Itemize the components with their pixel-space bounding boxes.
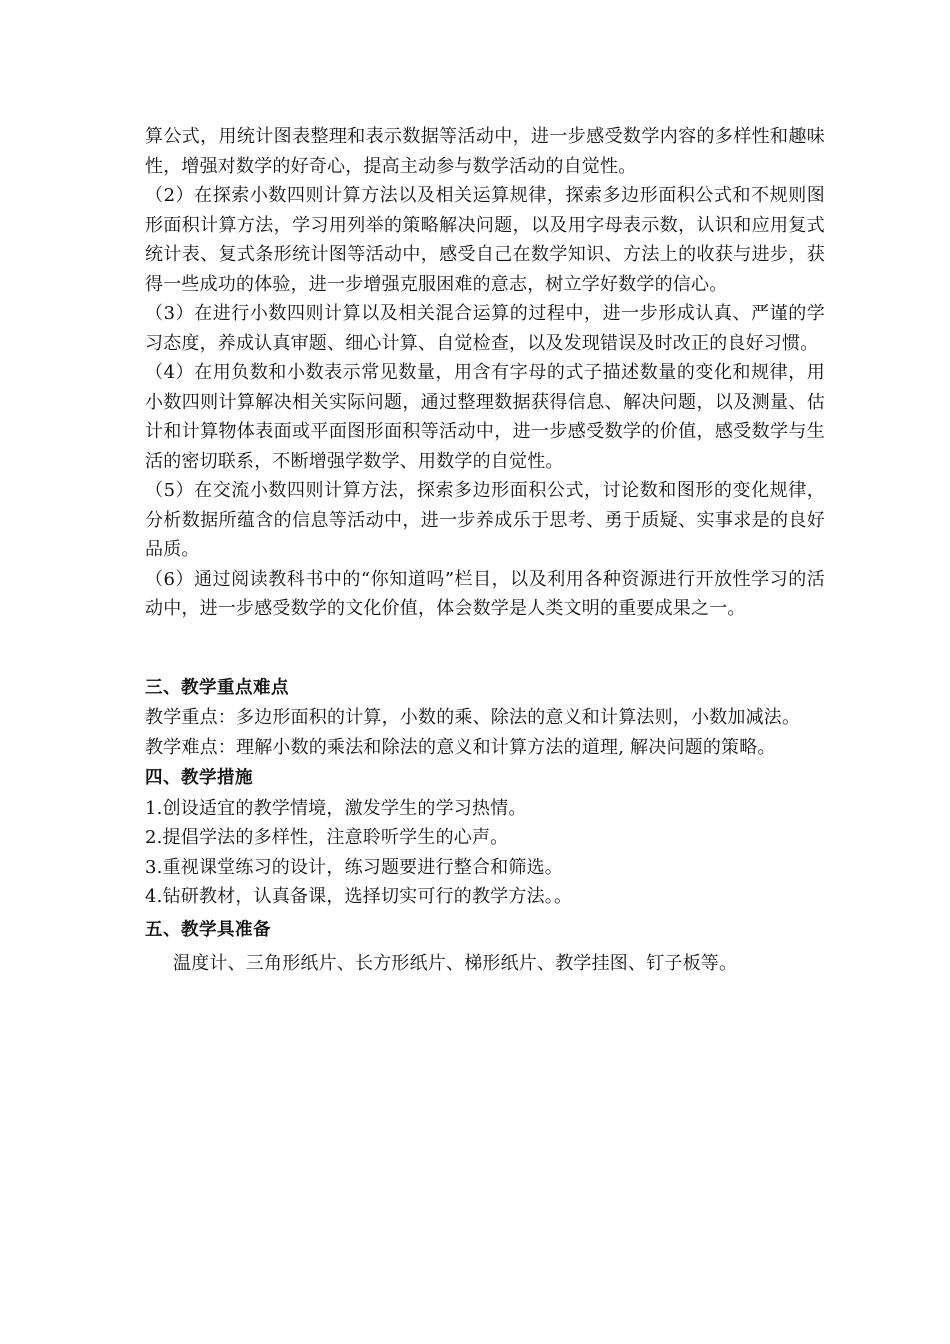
section-4-heading: 四、教学措施 [145, 768, 253, 788]
measure-item-3: 3.重视课堂练习的设计，练习题要进行整合和筛选。 [145, 856, 563, 878]
goal-paragraph-6: （6）通过阅读教科书中的“你知道吗”栏目，以及利用各种资源进行开放性学习的活动中，进一步感受数学的文化价值，体会数学是人类文明的重要成果之一。 [145, 568, 825, 619]
section-3-heading: 三、教学重点难点 [145, 677, 289, 698]
goal-paragraph-3: （3）在进行小数四则计算以及相关混合运算的过程中，进一步形成认真、严谨的学习态度，养成认真审题、细心计算、自觉检查，以及发现错误及时改正的良好习惯。 [145, 303, 825, 354]
measure-item-4: 4.钻研教材，认真备课，选择切实可行的教学方法。。 [145, 886, 573, 907]
difficulties-text: 教学难点：理解小数的乘法和除法的意义和计算方法的道理, 解决问题的策略。 [145, 736, 776, 758]
goal-paragraph-4: （4）在用负数和小数表示常见数量，用含有字母的式子描述数量的变化和规律，用小数四则计算解决相关实际问题，通过整理数据获得信息、解决问题，以及测量、估计和计算物体表面或平面图形面积等活动中，进一步感受数学的价值，感受数学与生活的密切联系，不断增强学数学、用数学的自觉性。 [145, 362, 825, 472]
document-body [145, 122, 825, 979]
measure-item-2: 2.提倡学法的多样性，注意聆听学生的心声。 [145, 827, 509, 848]
teaching-tools-text: 温度计、三角形纸片、长方形纸片、梯形纸片、教学挂图、钉子板等。 [173, 953, 738, 974]
intro-paragraph: 算公式，用统计图表整理和表示数据等活动中，进一步感受数学内容的多样性和趣味性，增强对数学的好奇心，提高主动参与数学活动的自觉性。 [145, 126, 825, 177]
measure-item-1: 1.创设适宜的教学情境，激发学生的学习热情。 [145, 797, 527, 819]
section-spacer [145, 624, 825, 674]
goal-paragraph-5: （5）在交流小数四则计算方法，探索多边形面积公式，讨论数和图形的变化规律，分析数据所蕴含的信息等活动中，进一步养成乐于思考、勇于质疑、实事求是的良好品质。 [145, 480, 825, 560]
key-points-text: 教学重点：多边形面积的计算，小数的乘、除法的意义和计算法则，小数加减法。 [145, 707, 801, 728]
goal-paragraph-2: （2）在探索小数四则计算方法以及相关运算规律，探索多边形面积公式和不规则图形面积计算方法，学习用列举的策略解决问题，以及用字母表示数，认识和应用复式统计表、复式条形统计图等活动中，感受自己在数学知识、方法上的收获与进步，获得一些成功的体验，进一步增强克服困难的意志，树立学好数学的信心。 [145, 185, 825, 295]
section-5-heading: 五、教学具准备 [145, 919, 271, 940]
